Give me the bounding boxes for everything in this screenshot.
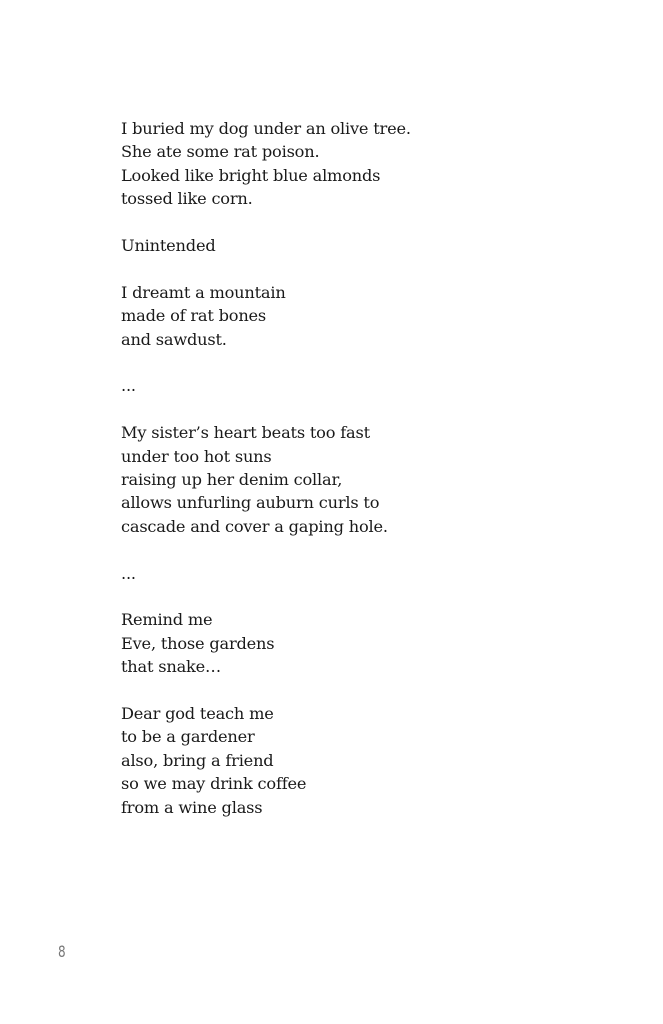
stanza-sister bbox=[121, 421, 581, 538]
poem-line: Looked like bright blue almonds bbox=[121, 165, 381, 185]
poem-line: under too hot suns bbox=[121, 446, 272, 466]
poem-line: Unintended bbox=[121, 236, 216, 256]
poem-line: so we may drink coffee bbox=[121, 774, 307, 794]
stanza-mountain bbox=[121, 281, 581, 351]
poem-line: tossed like corn. bbox=[121, 189, 253, 209]
stanza-ellipsis-1 bbox=[121, 374, 581, 397]
poem-body bbox=[121, 117, 581, 842]
poem-line: and sawdust. bbox=[121, 329, 227, 349]
poem-line: to be a gardener bbox=[121, 727, 255, 747]
poem-line: made of rat bones bbox=[121, 306, 267, 326]
poem-line: also, bring a friend bbox=[121, 750, 274, 770]
poem-line: from a wine glass bbox=[121, 797, 263, 817]
poem-line: raising up her denim collar, bbox=[121, 470, 343, 490]
poem-line: Eve, those gardens bbox=[121, 633, 275, 653]
section-break-ellipsis: ... bbox=[121, 563, 136, 583]
poem-line: She ate some rat poison. bbox=[121, 142, 320, 162]
poem-line: I dreamt a mountain bbox=[121, 282, 286, 302]
stanza-olive-tree bbox=[121, 117, 581, 211]
poem-line: I buried my dog under an olive tree. bbox=[121, 119, 411, 138]
poem-line: allows unfurling auburn curls to bbox=[121, 493, 380, 513]
page-number: 8 bbox=[58, 942, 66, 961]
poem-line: Remind me bbox=[121, 610, 213, 630]
poem-line: My sister’s heart beats too fast bbox=[121, 423, 370, 443]
stanza-gardener bbox=[121, 702, 581, 819]
poem-line: Dear god teach me bbox=[121, 704, 274, 724]
poem-line: cascade and cover a gaping hole. bbox=[121, 516, 388, 536]
stanza-eve bbox=[121, 608, 581, 678]
stanza-ellipsis-2 bbox=[121, 562, 581, 585]
section-break-ellipsis: ... bbox=[121, 376, 136, 396]
poem-line: that snake… bbox=[121, 657, 221, 677]
stanza-unintended bbox=[121, 234, 581, 257]
